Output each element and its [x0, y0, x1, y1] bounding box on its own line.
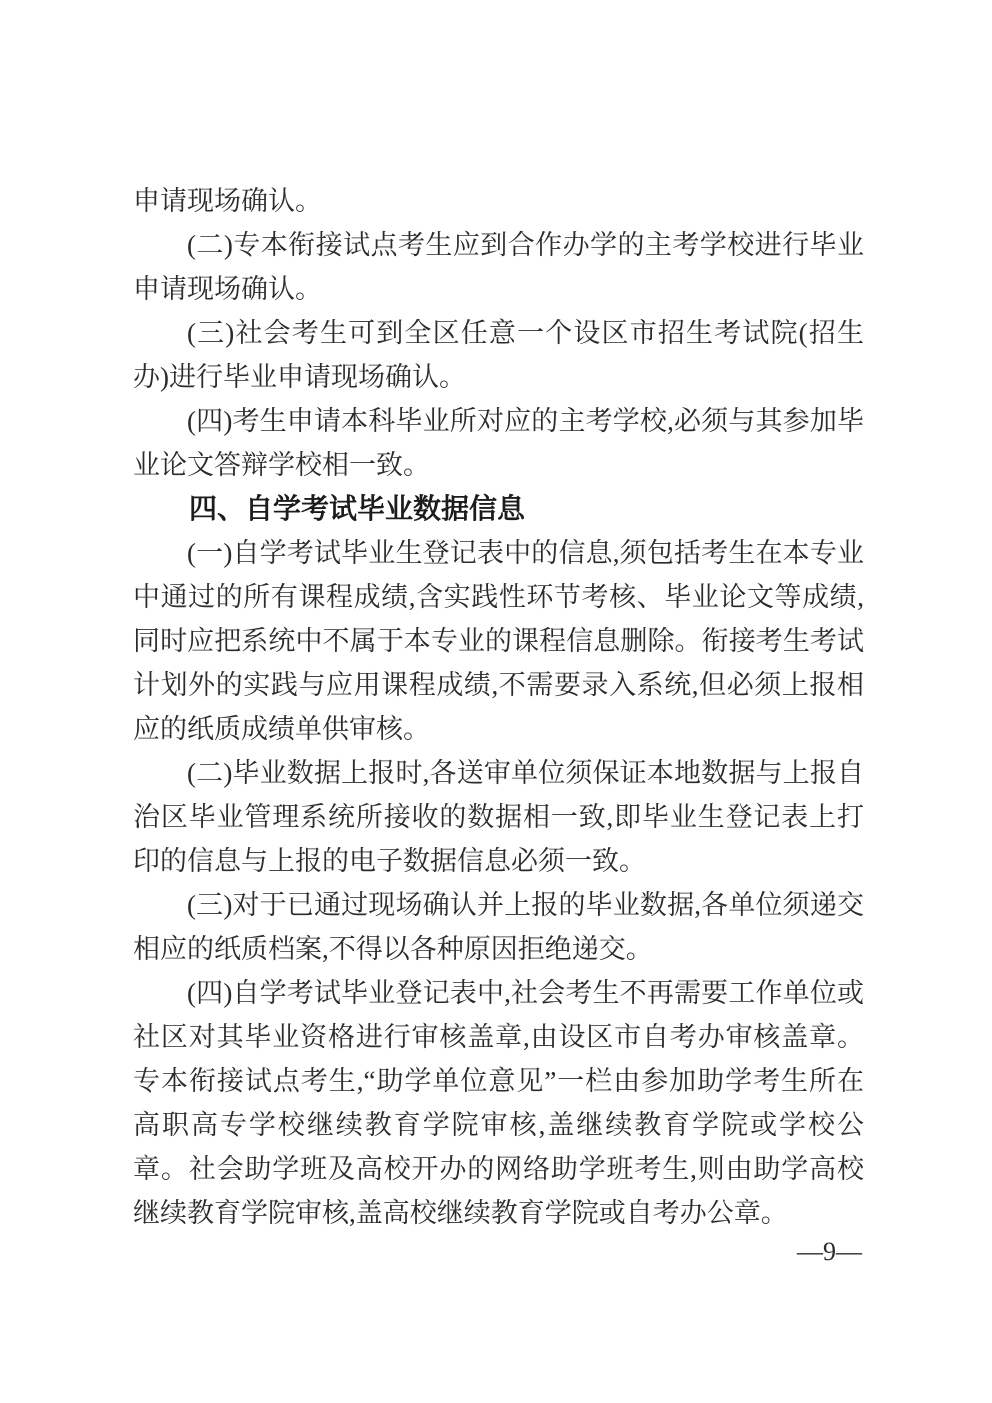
paragraph-item-4: (四)考生申请本科毕业所对应的主考学校,必须与其参加毕业论文答辩学校相一致。 [133, 406, 864, 480]
paragraph-continuation: 申请现场确认。 [133, 186, 322, 216]
paragraph-data-item-3: (三)对于已通过现场确认并上报的毕业数据,各单位须递交相应的纸质档案,不得以各种原因拒绝递交。 [133, 890, 864, 964]
paragraph-data-item-4: (四)自学考试毕业登记表中,社会考生不再需要工作单位或社区对其毕业资格进行审核盖章,由设区市自考办审核盖章。专本衔接试点考生,“助学单位意见”一栏由参加助学考生所在高职高专学校继续教育学院审核,盖继续教育学院或学校公章。社会助学班及高校开办的网络助学班考生,则由助学高校继续教育学院审核,盖高校继续教育学院或自考办公章。 [133, 978, 864, 1228]
section-heading: 四、自学考试毕业数据信息 [189, 493, 526, 524]
paragraph-item-2: (二)专本衔接试点考生应到合作办学的主考学校进行毕业申请现场确认。 [133, 230, 864, 304]
paragraph-data-item-2: (二)毕业数据上报时,各送审单位须保证本地数据与上报自治区毕业管理系统所接收的数据相一致,即毕业生登记表上打印的信息与上报的电子数据信息必须一致。 [133, 758, 864, 876]
paragraph-data-item-1: (一)自学考试毕业生登记表中的信息,须包括考生在本专业中通过的所有课程成绩,含实践性环节考核、毕业论文等成绩,同时应把系统中不属于本专业的课程信息删除。衔接考生考试计划外的实践与应用课程成绩,不需要录入系统,但必须上报相应的纸质成绩单供审核。 [133, 538, 864, 744]
paragraph-item-3: (三)社会考生可到全区任意一个设区市招生考试院(招生办)进行毕业申请现场确认。 [133, 318, 864, 392]
document-body [133, 179, 864, 1235]
page-number: —9— [797, 1237, 862, 1266]
